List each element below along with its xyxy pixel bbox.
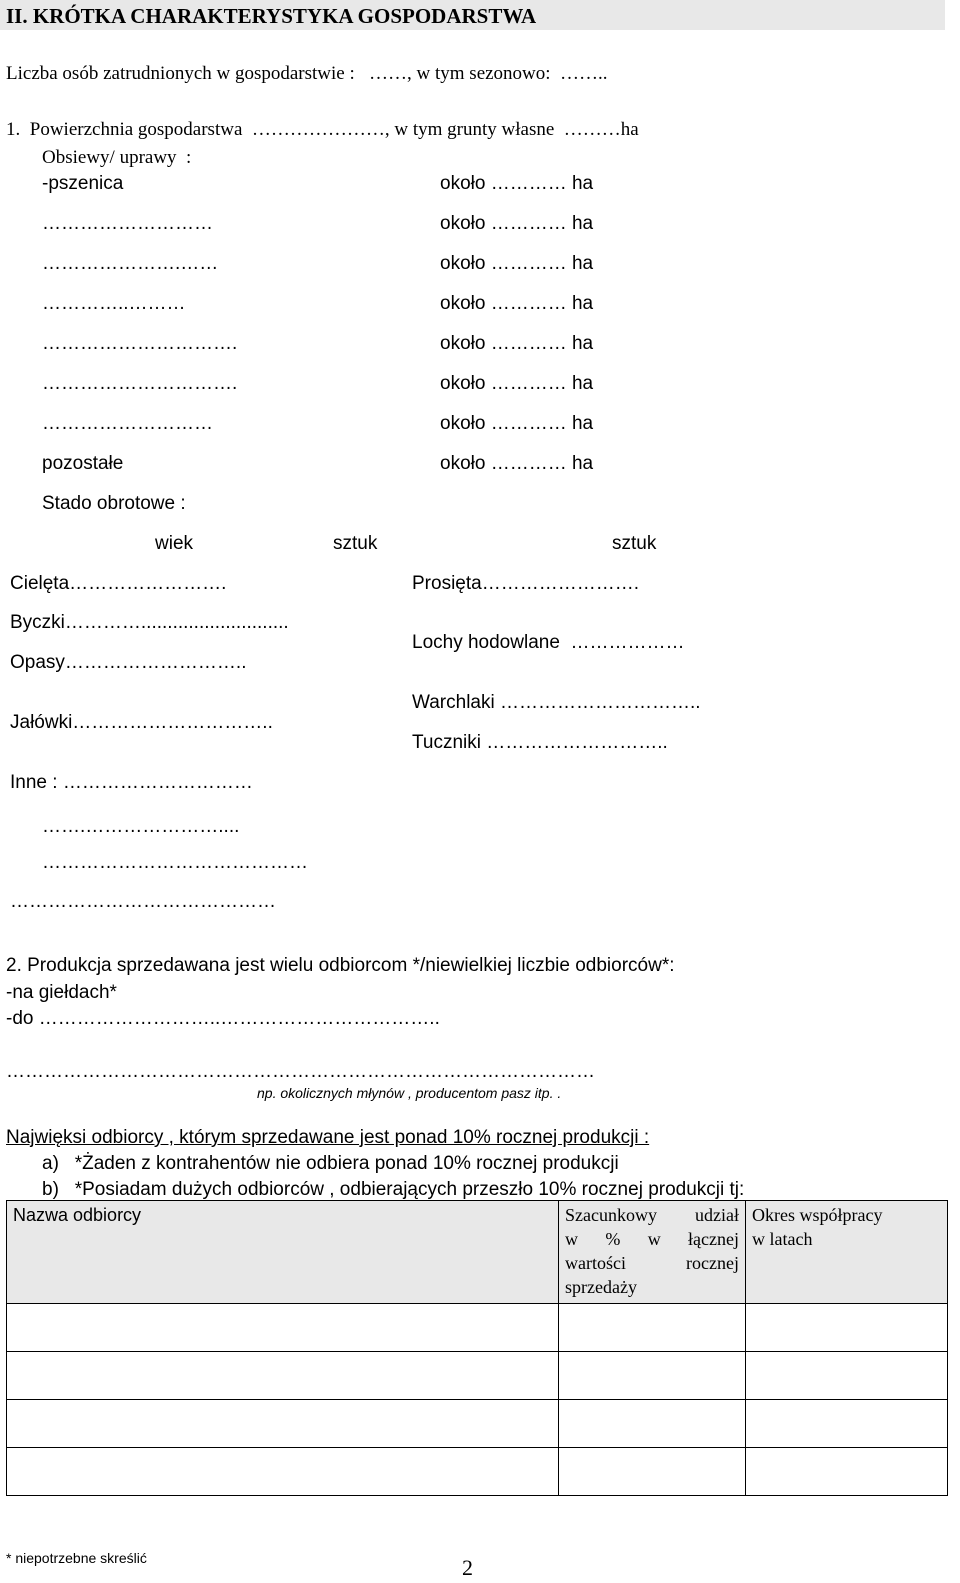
livestock-item: Inne : ………………………… <box>10 772 253 793</box>
share-cell[interactable] <box>559 1304 746 1352</box>
share-cell[interactable] <box>559 1352 746 1400</box>
header-period-line: w latach <box>752 1229 813 1249</box>
section-header <box>0 0 945 30</box>
header-period <box>746 1201 948 1304</box>
employees-line: Liczba osób zatrudnionych w gospodarstwie : ……, w tym sezonowo: …….. <box>6 63 608 84</box>
production-line: -do ………………………..…………………………….. <box>6 1008 440 1029</box>
livestock-item: Tuczniki ……………………….. <box>412 732 668 753</box>
col-sztuk: sztuk <box>333 533 378 554</box>
livestock-item: Jałówki………………………….. <box>10 712 273 733</box>
crop-area: około ………… ha <box>440 333 594 354</box>
name-cell[interactable] <box>7 1448 559 1496</box>
period-cell[interactable] <box>746 1304 948 1352</box>
crop-area: około ………… ha <box>440 413 594 434</box>
livestock-title: Stado obrotowe : <box>42 493 186 514</box>
production-line: -na giełdach* <box>6 982 117 1003</box>
livestock-item: Cielęta……………………. <box>10 573 227 594</box>
livestock-item: Byczki…………............................ <box>10 612 289 633</box>
footnote: * niepotrzebne skreślić <box>6 1550 147 1566</box>
crop-area: około ………… ha <box>440 373 594 394</box>
livestock-item: Warchlaki ………………………….. <box>412 692 701 713</box>
crop-name: ……………………… <box>42 213 213 234</box>
header-name <box>7 1201 559 1304</box>
name-cell[interactable] <box>7 1400 559 1448</box>
table-row <box>7 1448 948 1496</box>
crop-name: …………………………. <box>42 373 238 394</box>
table-row <box>7 1400 948 1448</box>
production-note: np. okolicznych młynów , producentom pasz itp. . <box>257 1085 562 1101</box>
header-share-line: sprzedaży <box>565 1277 637 1297</box>
header-share-line: wartości rocznej <box>565 1253 739 1273</box>
crop-area: około ………… ha <box>440 453 594 474</box>
section-title: II. KRÓTKA CHARAKTERYSTYKA GOSPODARSTWA <box>6 4 537 28</box>
name-cell[interactable] <box>7 1352 559 1400</box>
crop-name: ………………….…… <box>42 253 219 274</box>
table-header-row <box>7 1201 948 1304</box>
table-row <box>7 1304 948 1352</box>
page-number: 2 <box>462 1555 473 1580</box>
farm-area-line: 1. Powierzchnia gospodarstwa …………………, w tym grunty własne ………ha <box>6 119 639 140</box>
production-line: ………………………………………………………………………………… <box>6 1061 595 1082</box>
share-cell[interactable] <box>559 1400 746 1448</box>
crop-area: około ………… ha <box>440 173 594 194</box>
crop-area: około ………… ha <box>440 293 594 314</box>
crop-name: ……………………… <box>42 413 213 434</box>
header-share-line: w % w łącznej <box>565 1229 739 1249</box>
buyers-option-a: a) *Żaden z kontrahentów nie odbiera ponad 10% rocznej produkcji <box>42 1153 619 1174</box>
crop-name: …………..……… <box>42 293 186 314</box>
header-share <box>559 1201 746 1304</box>
period-cell[interactable] <box>746 1400 948 1448</box>
production-line: 2. Produkcja sprzedawana jest wielu odbiorcom */niewielkiej liczbie odbiorców*: <box>6 955 675 976</box>
buyers-option-b: b) *Posiadam dużych odbiorców , odbierających przeszło 10% rocznej produkcji tj: <box>42 1179 745 1200</box>
livestock-item: …………………………………… <box>42 852 308 873</box>
buyers-table <box>6 1200 948 1496</box>
share-cell[interactable] <box>559 1448 746 1496</box>
livestock-item: …………………………………… <box>10 891 276 912</box>
livestock-item: …….………………….... <box>42 816 240 837</box>
period-cell[interactable] <box>746 1448 948 1496</box>
table-row <box>7 1352 948 1400</box>
crop-area: około ………… ha <box>440 253 594 274</box>
header-name-label: Nazwa odbiorcy <box>13 1205 142 1225</box>
crops-title: Obsiewy/ uprawy : <box>42 147 192 168</box>
col-wiek: wiek <box>155 533 194 554</box>
buyers-heading: Najwięksi odbiorcy , którym sprzedawane jest ponad 10% rocznej produkcji : <box>6 1127 650 1148</box>
crop-name: pozostałe <box>42 453 124 474</box>
livestock-item: Lochy hodowlane ……………… <box>412 632 685 653</box>
header-period-line: Okres współpracy <box>752 1205 883 1225</box>
livestock-item: Opasy……………………….. <box>10 652 247 673</box>
name-cell[interactable] <box>7 1304 559 1352</box>
crop-name: …………………………. <box>42 333 238 354</box>
crop-area: około ………… ha <box>440 213 594 234</box>
period-cell[interactable] <box>746 1352 948 1400</box>
header-share-line: Szacunkowy udział <box>565 1205 739 1225</box>
livestock-item: Prosięta……………………. <box>412 573 639 594</box>
crop-name: -pszenica <box>42 173 124 194</box>
col-sztuk: sztuk <box>612 533 657 554</box>
